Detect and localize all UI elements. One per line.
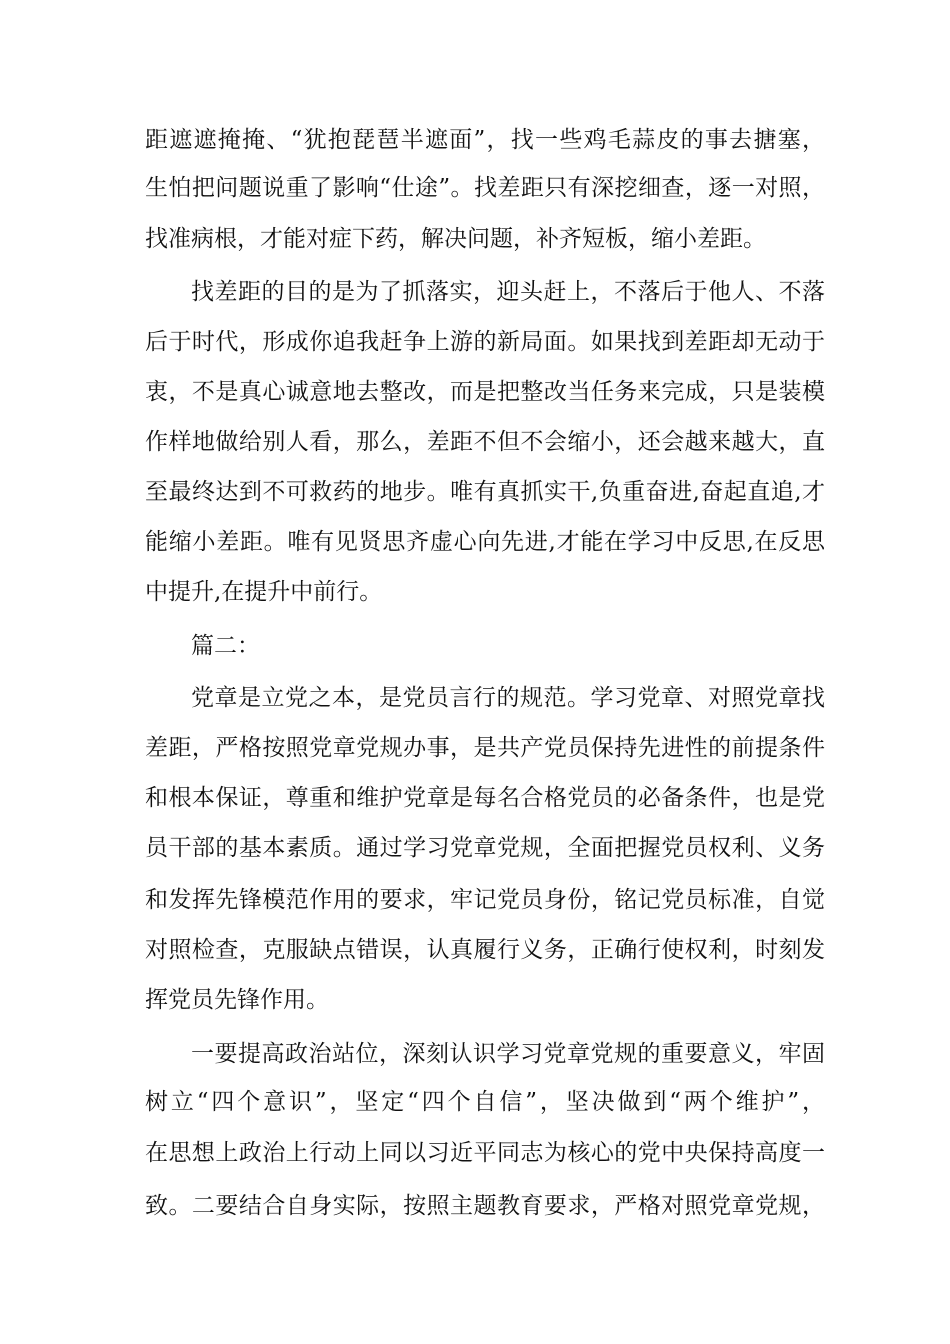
text-line: 差距，严格按照党章党规办事，是共产党员保持先进性的前提条件 xyxy=(145,735,825,761)
text-line: 中提升,在提升中前行。 xyxy=(145,579,383,605)
paragraph-first-line: 党章是立党之本，是党员言行的规范。学习党章、对照党章找 xyxy=(191,685,825,711)
text-line: 员干部的基本素质。通过学习党章党规，全面把握党员权利、义务 xyxy=(145,835,825,861)
text-line: 至最终达到不可救药的地步。唯有真抓实干,负重奋进,奋起直追,才 xyxy=(145,479,825,505)
text-line: 对照检查，克服缺点错误，认真履行义务，正确行使权利，时刻发 xyxy=(145,937,825,963)
text-line: 挥党员先锋作用。 xyxy=(145,987,329,1013)
paragraph-first-line: 一要提高政治站位，深刻认识学习党章党规的重要意义，牢固 xyxy=(191,1041,825,1067)
text-line: 和发挥先锋模范作用的要求，牢记党员身份，铭记党员标准，自觉 xyxy=(145,887,825,913)
text-line: 后于时代，形成你追我赶争上游的新局面。如果找到差距却无动于 xyxy=(145,329,825,355)
text-line: 距遮遮掩掩、“犹抱琵琶半遮面”，找一些鸡毛蒜皮的事去搪塞， xyxy=(145,127,825,153)
text-line: 能缩小差距。唯有见贤思齐虚心向先进,才能在学习中反思,在反思 xyxy=(145,529,825,555)
text-line: 生怕把问题说重了影响“仕途”。找差距只有深挖细查，逐一对照， xyxy=(145,175,825,201)
text-line: 衷，不是真心诚意地去整改，而是把整改当任务来完成，只是装模 xyxy=(145,379,825,405)
text-line: 致。二要结合自身实际，按照主题教育要求，严格对照党章党规， xyxy=(145,1193,825,1219)
text-line: 作样地做给别人看，那么，差距不但不会缩小，还会越来越大，直 xyxy=(145,429,825,455)
text-line: 找准病根，才能对症下药，解决问题，补齐短板，缩小差距。 xyxy=(145,226,766,252)
text-line: 树立“四个意识”，坚定“四个自信”，坚决做到“两个维护”， xyxy=(145,1089,825,1115)
paragraph-first-line: 找差距的目的是为了抓落实，迎头赶上，不落后于他人、不落 xyxy=(191,279,825,305)
text-line: 在思想上政治上行动上同以习近平同志为核心的党中央保持高度一 xyxy=(145,1140,825,1166)
section-heading: 篇二： xyxy=(191,633,260,659)
text-line: 和根本保证，尊重和维护党章是每名合格党员的必备条件，也是党 xyxy=(145,785,825,811)
